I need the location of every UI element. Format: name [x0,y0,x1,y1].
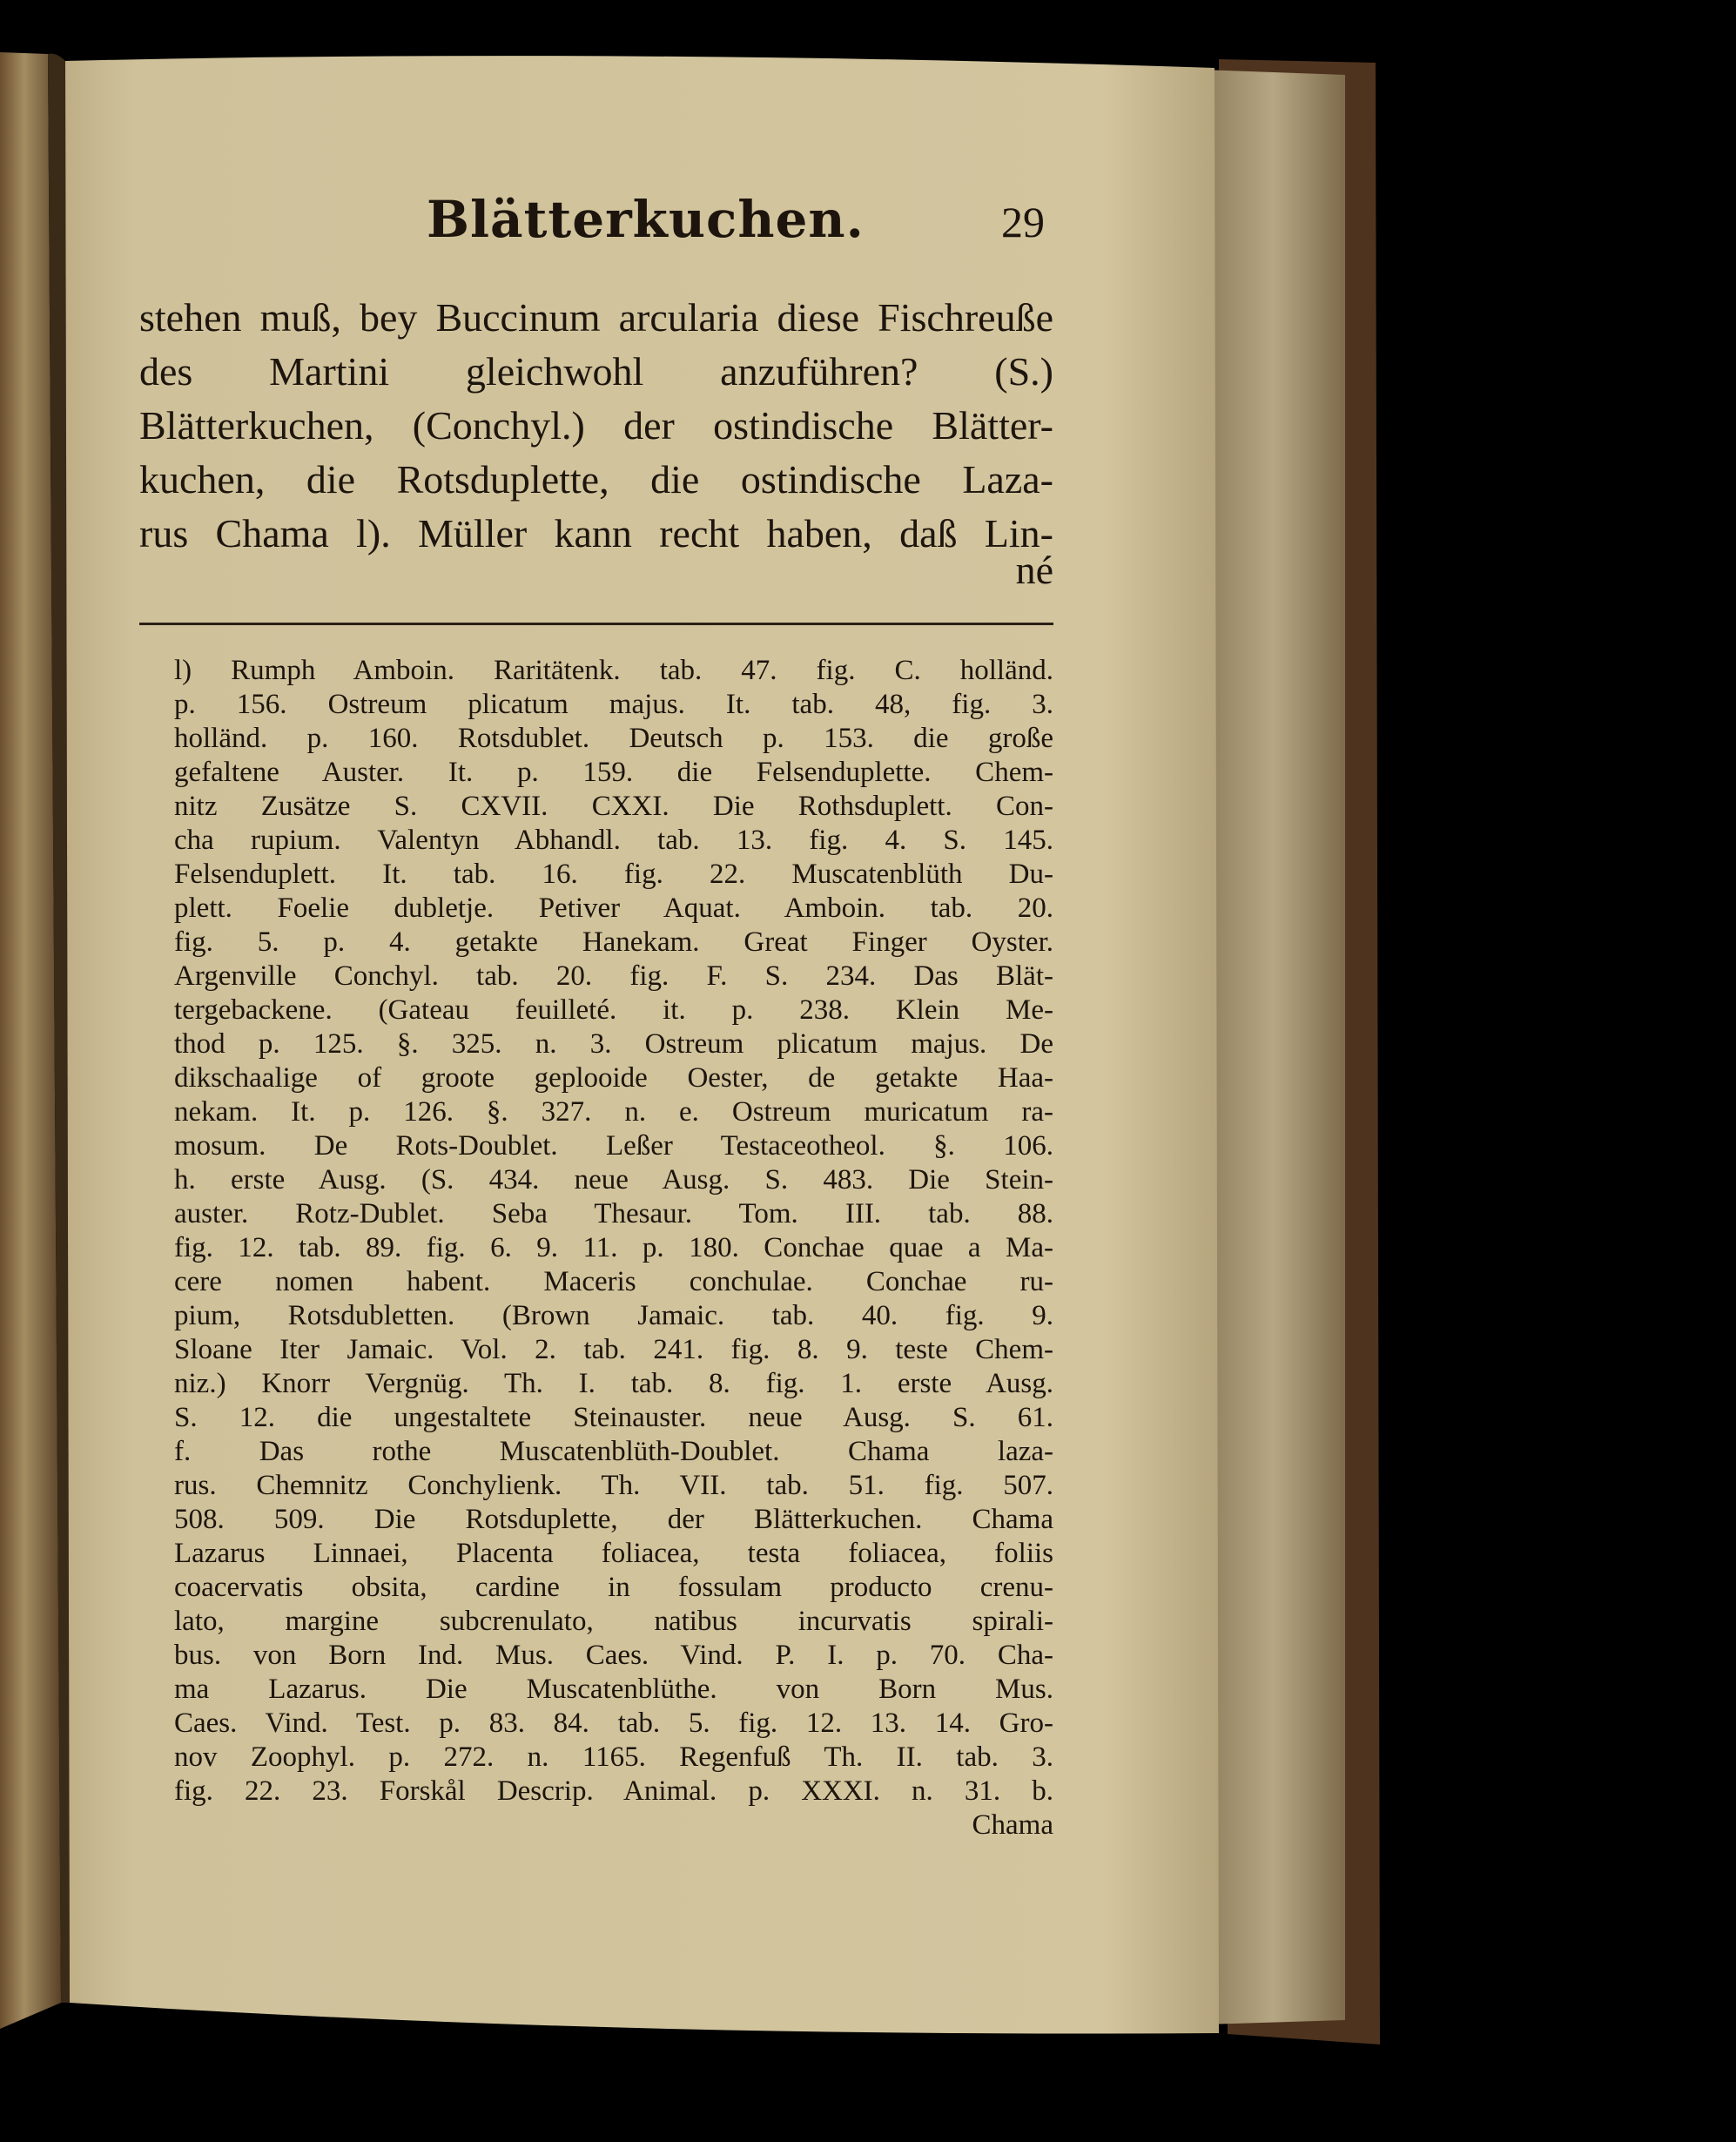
footnote-line: nov Zoophyl. p. 272. n. 1165. Regenfuß Th. II. tab. 3. [174,1741,1053,1773]
footnote-line: tergebackene. (Gateau feuilleté. it. p. 238. Klein Me- [174,994,1053,1026]
footnote-line: coacervatis obsita, cardine in fossulam producto crenu- [174,1572,1053,1603]
footnote-line: bus. von Born Ind. Mus. Caes. Vind. P. I. p. 70. Cha- [174,1640,1053,1671]
body-line: des Martini gleichwohl anzuführen? (S.) [139,349,1053,394]
footnote-line: dikschaalige of groote geplooide Oester, de getakte Haa- [174,1062,1053,1094]
footnote-line: cha rupium. Valentyn Abhandl. tab. 13. fig. 4. S. 145. [174,825,1053,856]
footnote-line: holländ. p. 160. Rotsdublet. Deutsch p. 153. die große [174,723,1053,754]
footnote-line: Felsenduplett. It. tab. 16. fig. 22. Muscatenblüth Du- [174,859,1053,890]
footnote-line: nitz Zusätze S. CXVII. CXXI. Die Rothsduplett. Con- [174,791,1053,822]
footnote-line: gefaltene Auster. It. p. 159. die Felsenduplette. Chem- [174,757,1053,788]
page-title: Blätterkuchen. [427,190,865,249]
footnote-line: pium, Rotsdubletten. (Brown Jamaic. tab. 40. fig. 9. [174,1300,1053,1331]
footnote-rule [139,623,1053,625]
footnote-line: l) Rumph Amboin. Raritätenk. tab. 47. fig. C. holländ. [174,655,1053,686]
footnote-line: plett. Foelie dubletje. Petiver Aquat. Amboin. tab. 20. [174,892,1053,924]
footnote-line: Argenville Conchyl. tab. 20. fig. F. S. 234. Das Blät- [174,960,1053,992]
body-line: kuchen, die Rotsduplette, die ostindische Laza- [139,457,1053,502]
running-head [427,190,1053,259]
body-line: Blätterkuchen, (Conchyl.) der ostindische Blätter- [139,403,1053,448]
footnote-line: cere nomen habent. Maceris conchulae. Conchae ru- [174,1266,1053,1297]
body-line: rus Chama l). Müller kann recht haben, daß Lin- [139,511,1053,556]
catchword: Chama [972,1809,1053,1841]
footnote-line: thod p. 125. §. 325. n. 3. Ostreum plicatum majus. De [174,1028,1053,1060]
body-line: né [1015,548,1053,592]
footnote-line: nekam. It. p. 126. §. 327. n. e. Ostreum muricatum ra- [174,1096,1053,1128]
footnote-line: f. Das rothe Muscatenblüth-Doublet. Chama laza- [174,1436,1053,1467]
footnote-line: p. 156. Ostreum plicatum majus. It. tab. 48, fig. 3. [174,689,1053,720]
footnote-line: mosum. De Rots-Doublet. Leßer Testaceotheol. §. 106. [174,1130,1053,1162]
footnote-line: fig. 12. tab. 89. fig. 6. 9. 11. p. 180. Conchae quae a Ma- [174,1232,1053,1263]
footnote-line: S. 12. die ungestaltete Steinauster. neue Ausg. S. 61. [174,1402,1053,1433]
footnote-line: lato, margine subcrenulato, natibus incurvatis spirali- [174,1606,1053,1637]
footnote-line: Caes. Vind. Test. p. 83. 84. tab. 5. fig. 12. 13. 14. Gro- [174,1708,1053,1739]
footnote-line: niz.) Knorr Vergnüg. Th. I. tab. 8. fig. 1. erste Ausg. [174,1368,1053,1399]
footnote-line: h. erste Ausg. (S. 434. neue Ausg. S. 483. Die Stein- [174,1164,1053,1196]
footnote-line: auster. Rotz-Dublet. Seba Thesaur. Tom. III. tab. 88. [174,1198,1053,1229]
page-number: 29 [1001,198,1045,246]
footnote-line: 508. 509. Die Rotsduplette, der Blätterkuchen. Chama [174,1504,1053,1535]
footnote-line: fig. 22. 23. Forskål Descrip. Animal. p. XXXI. n. 31. b. [174,1775,1053,1807]
footnote-line: Sloane Iter Jamaic. Vol. 2. tab. 241. fig. 8. 9. teste Chem- [174,1334,1053,1365]
footnote-line: Lazarus Linnaei, Placenta foliacea, testa foliacea, foliis [174,1538,1053,1569]
footnote-line: fig. 5. p. 4. getakte Hanekam. Great Finger Oyster. [174,926,1053,958]
body-line: stehen muß, bey Buccinum arcularia diese Fischreuße [139,295,1053,340]
footnote-line: ma Lazarus. Die Muscatenblüthe. von Born Mus. [174,1674,1053,1705]
footnote-line: rus. Chemnitz Conchylienk. Th. VII. tab. 51. fig. 507. [174,1470,1053,1501]
